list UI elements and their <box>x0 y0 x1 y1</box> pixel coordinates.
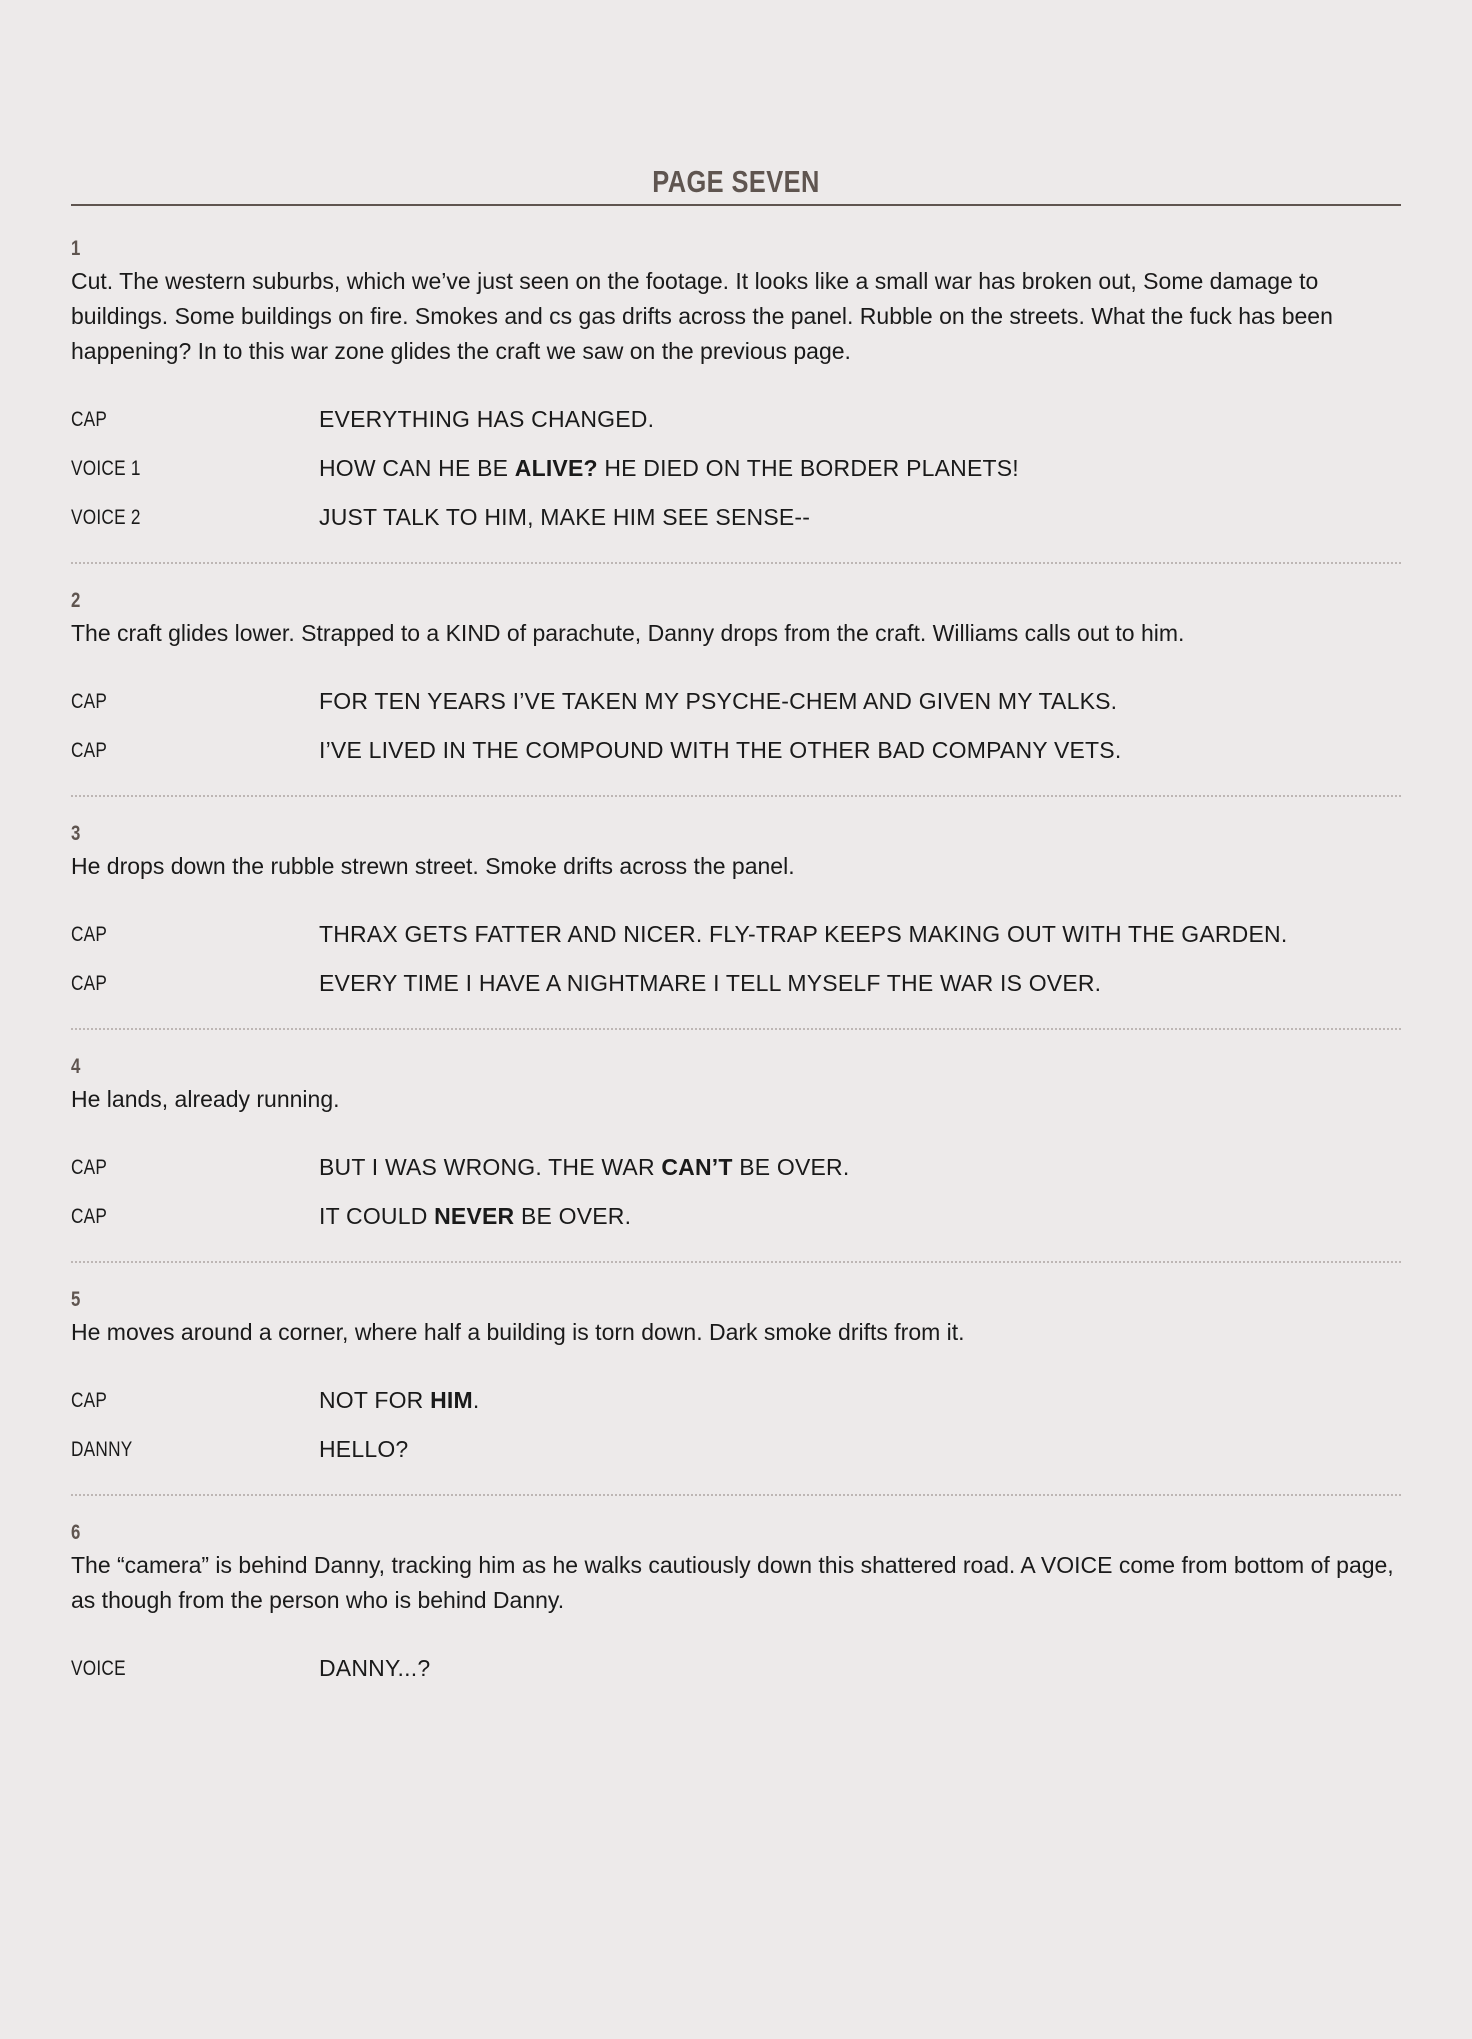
panel-description: He lands, already running. <box>71 1086 340 1112</box>
speaker-label: VOICE 2 <box>71 505 141 529</box>
panel-1 <box>71 234 1401 564</box>
panel-3 <box>71 819 1401 1030</box>
dialogue-line <box>71 726 1401 775</box>
dialogue-text: NOT FOR HIM. <box>319 1387 480 1413</box>
panel-divider <box>71 1028 1401 1030</box>
panel-5 <box>71 1285 1401 1496</box>
panel-description: The “camera” is behind Danny, tracking him as he walks cautiously down this shattered road. A VOICE come from bottom of page, as though from the person who is behind Danny. <box>71 1552 1394 1613</box>
speaker-label: DANNY <box>71 1437 133 1461</box>
panel-description: He drops down the rubble strewn street. Smoke drifts across the panel. <box>71 853 795 879</box>
dialogue-line <box>71 444 1401 493</box>
script-page <box>71 160 1401 1693</box>
panel-number: 2 <box>71 589 81 612</box>
dialogue-text: DANNY...? <box>319 1655 431 1681</box>
speaker-label: CAP <box>71 738 108 762</box>
panel-divider <box>71 1494 1401 1496</box>
page-title: PAGE SEVEN <box>652 164 820 199</box>
dialogue-text: EVERY TIME I HAVE A NIGHTMARE I TELL MYSELF THE WAR IS OVER. <box>319 970 1102 996</box>
dialogue-line <box>71 395 1401 444</box>
speaker-label: VOICE <box>71 1656 126 1680</box>
speaker-label: CAP <box>71 922 108 946</box>
speaker-label: CAP <box>71 1388 108 1412</box>
panel-2 <box>71 586 1401 797</box>
dialogue-text: JUST TALK TO HIM, MAKE HIM SEE SENSE-- <box>319 504 811 530</box>
panel-divider <box>71 562 1401 564</box>
speaker-label: CAP <box>71 407 108 431</box>
panel-number: 3 <box>71 822 81 845</box>
speaker-label: CAP <box>71 1155 108 1179</box>
speaker-label: VOICE 1 <box>71 456 141 480</box>
dialogue-line <box>71 677 1401 726</box>
panel-4 <box>71 1052 1401 1263</box>
panel-description: Cut. The western suburbs, which we’ve just seen on the footage. It looks like a small war has broken out, Some damage to buildings. Some buildings on fire. Smokes and cs gas drifts across the panel. Rubble on the streets. What the fuck has been happening? In to this war zone glides the craft we saw on the previous page. <box>71 268 1333 364</box>
speaker-label: CAP <box>71 1204 108 1228</box>
dialogue-text: FOR TEN YEARS I’VE TAKEN MY PSYCHE-CHEM AND GIVEN MY TALKS. <box>319 688 1118 714</box>
dialogue-text: HOW CAN HE BE ALIVE? HE DIED ON THE BORDER PLANETS! <box>319 455 1019 481</box>
title-divider <box>71 204 1401 206</box>
speaker-label: CAP <box>71 689 108 713</box>
dialogue-text: EVERYTHING HAS CHANGED. <box>319 406 655 432</box>
dialogue-text: I’VE LIVED IN THE COMPOUND WITH THE OTHER BAD COMPANY VETS. <box>319 737 1122 763</box>
dialogue-text: HELLO? <box>319 1436 409 1462</box>
speaker-label: CAP <box>71 971 108 995</box>
panel-number: 6 <box>71 1521 81 1544</box>
panel-description: The craft glides lower. Strapped to a KIND of parachute, Danny drops from the craft. Williams calls out to him. <box>71 620 1185 646</box>
panel-number: 4 <box>71 1055 81 1078</box>
dialogue-line <box>71 959 1401 1008</box>
dialogue-line <box>71 1644 1401 1693</box>
dialogue-line <box>71 1376 1401 1425</box>
panel-number: 5 <box>71 1288 81 1311</box>
dialogue-line <box>71 1425 1401 1474</box>
panel-divider <box>71 795 1401 797</box>
panel-description: He moves around a corner, where half a building is torn down. Dark smoke drifts from it. <box>71 1319 965 1345</box>
dialogue-text: THRAX GETS FATTER AND NICER. FLY-TRAP KEEPS MAKING OUT WITH THE GARDEN. <box>319 921 1288 947</box>
dialogue-line <box>71 1143 1401 1192</box>
dialogue-line <box>71 910 1401 959</box>
dialogue-line <box>71 493 1401 542</box>
panel-number: 1 <box>71 237 81 260</box>
dialogue-line <box>71 1192 1401 1241</box>
panel-6 <box>71 1518 1401 1693</box>
panel-divider <box>71 1261 1401 1263</box>
dialogue-text: IT COULD NEVER BE OVER. <box>319 1203 632 1229</box>
dialogue-text: BUT I WAS WRONG. THE WAR CAN’T BE OVER. <box>319 1154 850 1180</box>
